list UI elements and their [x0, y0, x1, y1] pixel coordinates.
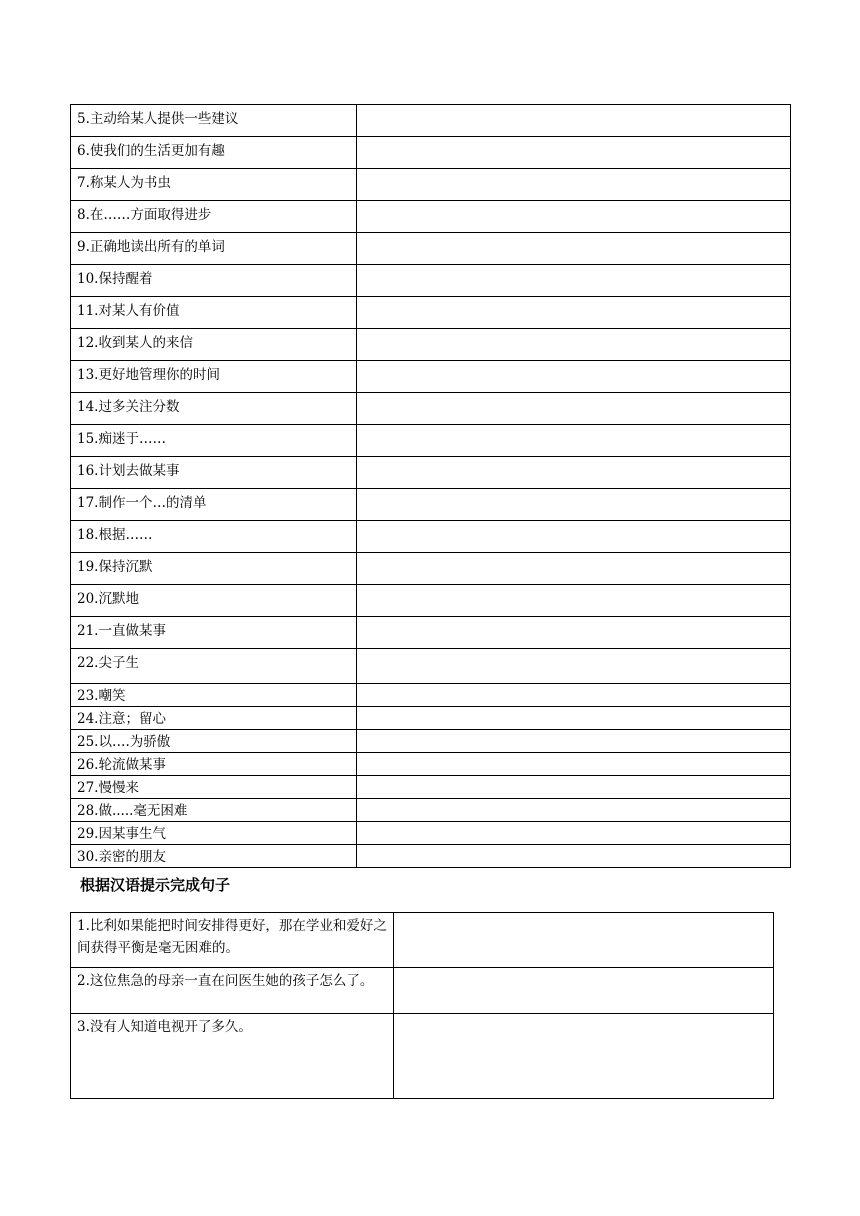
- phrase-answer-cell[interactable]: [357, 649, 791, 684]
- phrase-row: [71, 265, 791, 297]
- phrase-answer-cell[interactable]: [357, 169, 791, 201]
- phrase-answer-cell[interactable]: [357, 753, 791, 776]
- phrase-row: [71, 684, 791, 707]
- phrase-prompt: 21.一直做某事: [71, 617, 357, 649]
- phrase-prompt: 8.在……方面取得进步: [71, 201, 357, 233]
- sentence-answer-cell[interactable]: [394, 913, 774, 968]
- phrase-row: [71, 845, 791, 868]
- phrase-row: [71, 617, 791, 649]
- phrase-prompt: 30.亲密的朋友: [71, 845, 357, 868]
- sentence-row: [71, 1014, 774, 1099]
- phrase-answer-cell[interactable]: [357, 297, 791, 329]
- phrase-row: [71, 822, 791, 845]
- phrase-answer-cell[interactable]: [357, 361, 791, 393]
- phrase-row: [71, 730, 791, 753]
- phrase-row: [71, 233, 791, 265]
- phrase-prompt: 10.保持醒着: [71, 265, 357, 297]
- phrase-answer-cell[interactable]: [357, 845, 791, 868]
- phrase-row: [71, 799, 791, 822]
- phrase-row: [71, 329, 791, 361]
- phrase-row: [71, 776, 791, 799]
- phrase-row: [71, 753, 791, 776]
- section-heading: 根据汉语提示完成句子: [80, 876, 231, 894]
- phrase-prompt: 19.保持沉默: [71, 553, 357, 585]
- phrase-row: [71, 297, 791, 329]
- phrase-prompt: 20.沉默地: [71, 585, 357, 617]
- phrase-answer-cell[interactable]: [357, 265, 791, 297]
- phrase-prompt: 13.更好地管理你的时间: [71, 361, 357, 393]
- sentence-prompt: 1.比利如果能把时间安排得更好，那在学业和爱好之间获得平衡是毫无困难的。: [71, 913, 394, 968]
- phrase-answer-cell[interactable]: [357, 137, 791, 169]
- phrase-row: [71, 169, 791, 201]
- phrase-prompt: 14.过多关注分数: [71, 393, 357, 425]
- phrase-answer-cell[interactable]: [357, 489, 791, 521]
- phrase-prompt: 24.注意；留心: [71, 707, 357, 730]
- phrase-answer-cell[interactable]: [357, 707, 791, 730]
- phrase-row: [71, 201, 791, 233]
- phrase-row: [71, 361, 791, 393]
- sentence-row: [71, 968, 774, 1014]
- phrase-answer-cell[interactable]: [357, 329, 791, 361]
- phrase-answer-cell[interactable]: [357, 730, 791, 753]
- phrase-prompt: 5.主动给某人提供一些建议: [71, 105, 357, 137]
- phrase-answer-cell[interactable]: [357, 393, 791, 425]
- phrase-answer-cell[interactable]: [357, 799, 791, 822]
- phrase-prompt: 6.使我们的生活更加有趣: [71, 137, 357, 169]
- phrase-row: [71, 105, 791, 137]
- phrase-answer-cell[interactable]: [357, 201, 791, 233]
- phrase-prompt: 28.做.....毫无困难: [71, 799, 357, 822]
- phrase-translation-table: [70, 104, 791, 868]
- sentence-prompt: 2.这位焦急的母亲一直在问医生她的孩子怎么了。: [71, 968, 394, 1014]
- phrase-row: [71, 137, 791, 169]
- phrase-prompt: 16.计划去做某事: [71, 457, 357, 489]
- phrase-prompt: 27.慢慢来: [71, 776, 357, 799]
- phrase-prompt: 23.嘲笑: [71, 684, 357, 707]
- phrase-row: [71, 393, 791, 425]
- sentence-row: [71, 913, 774, 968]
- phrase-prompt: 15.痴迷于……: [71, 425, 357, 457]
- sentence-answer-cell[interactable]: [394, 968, 774, 1014]
- phrase-row: [71, 707, 791, 730]
- phrase-answer-cell[interactable]: [357, 105, 791, 137]
- phrase-prompt: 11.对某人有价值: [71, 297, 357, 329]
- phrase-row: [71, 553, 791, 585]
- phrase-prompt: 12.收到某人的来信: [71, 329, 357, 361]
- phrase-answer-cell[interactable]: [357, 776, 791, 799]
- phrase-row: [71, 649, 791, 684]
- phrase-row: [71, 521, 791, 553]
- phrase-prompt: 18.根据……: [71, 521, 357, 553]
- phrase-answer-cell[interactable]: [357, 457, 791, 489]
- phrase-answer-cell[interactable]: [357, 233, 791, 265]
- phrase-answer-cell[interactable]: [357, 521, 791, 553]
- phrase-prompt: 29.因某事生气: [71, 822, 357, 845]
- phrase-prompt: 26.轮流做某事: [71, 753, 357, 776]
- phrase-answer-cell[interactable]: [357, 684, 791, 707]
- phrase-prompt: 22.尖子生: [71, 649, 357, 684]
- phrase-row: [71, 457, 791, 489]
- phrase-row: [71, 585, 791, 617]
- phrase-answer-cell[interactable]: [357, 425, 791, 457]
- phrase-row: [71, 425, 791, 457]
- sentence-completion-table: [70, 912, 774, 1099]
- phrase-row: [71, 489, 791, 521]
- phrase-prompt: 17.制作一个…的清单: [71, 489, 357, 521]
- phrase-answer-cell[interactable]: [357, 617, 791, 649]
- phrase-prompt: 25.以….为骄傲: [71, 730, 357, 753]
- phrase-answer-cell[interactable]: [357, 553, 791, 585]
- phrase-answer-cell[interactable]: [357, 585, 791, 617]
- sentence-prompt: 3.没有人知道电视开了多久。: [71, 1014, 394, 1099]
- phrase-prompt: 9.正确地读出所有的单词: [71, 233, 357, 265]
- phrase-prompt: 7.称某人为书虫: [71, 169, 357, 201]
- sentence-answer-cell[interactable]: [394, 1014, 774, 1099]
- phrase-answer-cell[interactable]: [357, 822, 791, 845]
